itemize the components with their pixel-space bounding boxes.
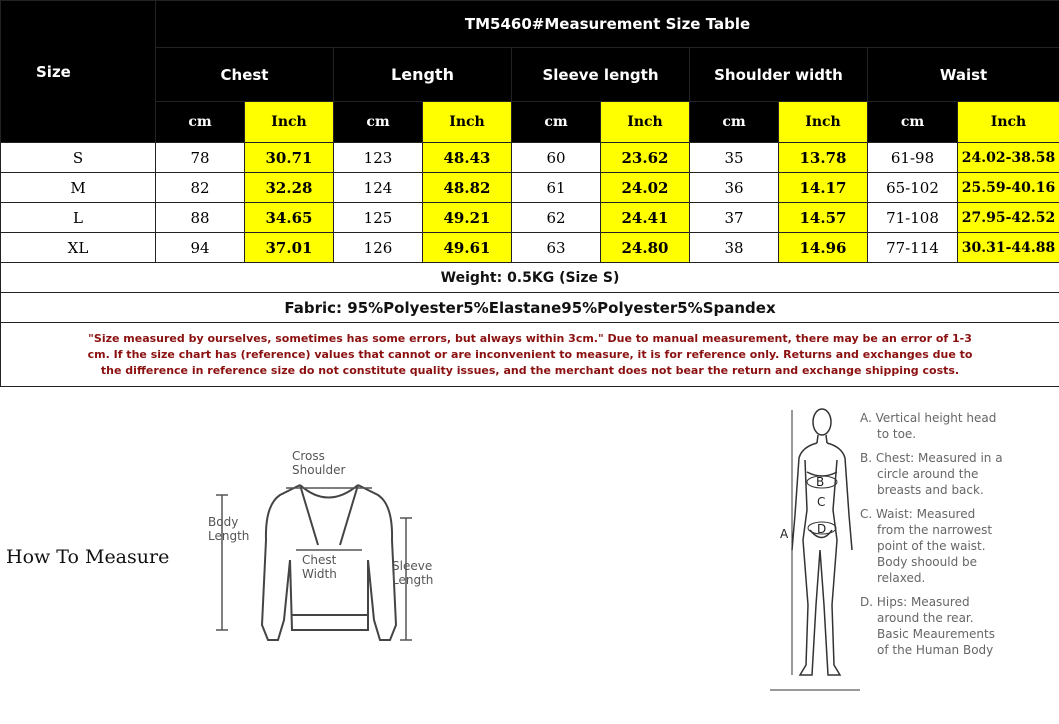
length-cm: 126 bbox=[334, 233, 423, 263]
size-cell: M bbox=[1, 173, 156, 203]
length-inch: 48.43 bbox=[423, 143, 512, 173]
size-header: Size bbox=[1, 1, 156, 143]
group-shoulder-width: Shoulder width bbox=[690, 48, 868, 102]
shoulder-cm: 35 bbox=[690, 143, 779, 173]
chest-inch: 32.28 bbox=[245, 173, 334, 203]
human-figure-icon bbox=[792, 409, 852, 675]
size-cell: XL bbox=[1, 233, 156, 263]
shoulder-inch: 14.96 bbox=[779, 233, 868, 263]
unit-inch: Inch bbox=[958, 102, 1059, 143]
measurement-note: "Size measured by ourselves, sometimes has some errors, but always within 3cm." Due to manual measurement, there may be an error of 1-3 cm. If the size chart has (reference) values that cannot or are inconvenient to measure, it is for reference only. Returns and exchanges due to the difference in reference size do not constitute quality issues, and the merchant does not bear the return and exchange shipping costs. bbox=[1, 323, 1059, 387]
table-row bbox=[1, 143, 1059, 173]
sleeve-length-label-2: Length bbox=[392, 573, 434, 587]
waist-inch: 25.59-40.16 bbox=[958, 173, 1059, 203]
length-cm: 123 bbox=[334, 143, 423, 173]
group-sleeve-length: Sleeve length bbox=[512, 48, 690, 102]
shoulder-inch: 14.17 bbox=[779, 173, 868, 203]
group-chest: Chest bbox=[156, 48, 334, 102]
sleeve-length-label-1: Sleeve bbox=[392, 559, 433, 573]
unit-inch: Inch bbox=[245, 102, 334, 143]
length-inch: 48.82 bbox=[423, 173, 512, 203]
sleeve-inch: 24.80 bbox=[601, 233, 690, 263]
shoulder-inch: 13.78 bbox=[779, 143, 868, 173]
waist-inch: 24.02-38.58 bbox=[958, 143, 1059, 173]
unit-cm: cm bbox=[868, 102, 958, 143]
table-row bbox=[1, 173, 1059, 203]
measure-steps bbox=[860, 410, 1035, 666]
shoulder-cm: 38 bbox=[690, 233, 779, 263]
chest-cm: 82 bbox=[156, 173, 245, 203]
unit-cm: cm bbox=[512, 102, 601, 143]
table-row bbox=[1, 233, 1059, 263]
fabric-info: Fabric: 95%Polyester5%Elastane95%Polyester5%Spandex bbox=[1, 293, 1059, 323]
shoulder-cm: 37 bbox=[690, 203, 779, 233]
group-waist: Waist bbox=[868, 48, 1059, 102]
sleeve-inch: 24.41 bbox=[601, 203, 690, 233]
waist-inch: 27.95-42.52 bbox=[958, 203, 1059, 233]
chest-width-label-1: Chest bbox=[302, 553, 337, 567]
chest-inch: 37.01 bbox=[245, 233, 334, 263]
how-to-measure-heading: How To Measure bbox=[6, 546, 170, 568]
sleeve-inch: 23.62 bbox=[601, 143, 690, 173]
chest-cm: 94 bbox=[156, 233, 245, 263]
step-c: C. Waist: Measured from the narrowest point of the waist. Body shoould be relaxed. bbox=[860, 507, 993, 585]
step-a: A. Vertical height head to toe. bbox=[860, 411, 997, 441]
sleeve-cm: 62 bbox=[512, 203, 601, 233]
unit-inch: Inch bbox=[601, 102, 690, 143]
shoulder-cm: 36 bbox=[690, 173, 779, 203]
unit-inch: Inch bbox=[779, 102, 868, 143]
sleeve-cm: 61 bbox=[512, 173, 601, 203]
cross-shoulder-label-2: Shoulder bbox=[292, 463, 346, 477]
shoulder-inch: 14.57 bbox=[779, 203, 868, 233]
length-cm: 125 bbox=[334, 203, 423, 233]
size-cell: L bbox=[1, 203, 156, 233]
length-inch: 49.21 bbox=[423, 203, 512, 233]
step-d: D. Hips: Measured around the rear. Basic Meaurements of the Human Body bbox=[860, 595, 995, 657]
unit-cm: cm bbox=[156, 102, 245, 143]
sleeve-cm: 63 bbox=[512, 233, 601, 263]
cross-shoulder-label-1: Cross bbox=[292, 449, 325, 463]
mark-d: D bbox=[817, 522, 827, 536]
mark-b: B bbox=[816, 475, 825, 489]
length-inch: 49.61 bbox=[423, 233, 512, 263]
waist-cm: 77-114 bbox=[868, 233, 958, 263]
chest-width-label-2: Width bbox=[302, 567, 337, 581]
chest-cm: 88 bbox=[156, 203, 245, 233]
unit-cm: cm bbox=[690, 102, 779, 143]
mark-a: A bbox=[780, 527, 789, 541]
chest-inch: 34.65 bbox=[245, 203, 334, 233]
waist-cm: 71-108 bbox=[868, 203, 958, 233]
unit-cm: cm bbox=[334, 102, 423, 143]
length-cm: 124 bbox=[334, 173, 423, 203]
mark-c: C bbox=[817, 495, 826, 509]
chest-inch: 30.71 bbox=[245, 143, 334, 173]
body-measure-diagram bbox=[770, 400, 860, 695]
size-cell: S bbox=[1, 143, 156, 173]
chest-cm: 78 bbox=[156, 143, 245, 173]
sleeve-inch: 24.02 bbox=[601, 173, 690, 203]
group-length: Length bbox=[334, 48, 512, 102]
waist-cm: 61-98 bbox=[868, 143, 958, 173]
weight-info: Weight: 0.5KG (Size S) bbox=[1, 263, 1059, 293]
sleeve-cm: 60 bbox=[512, 143, 601, 173]
body-length-label-2: Length bbox=[208, 529, 250, 543]
table-row bbox=[1, 203, 1059, 233]
waist-cm: 65-102 bbox=[868, 173, 958, 203]
sweater-measure-diagram bbox=[200, 440, 450, 660]
waist-inch: 30.31-44.88 bbox=[958, 233, 1059, 263]
unit-inch: Inch bbox=[423, 102, 512, 143]
step-b: B. Chest: Measured in a circle around the breasts and back. bbox=[860, 451, 1003, 497]
body-length-label-1: Body bbox=[208, 515, 239, 529]
table-title: TM5460#Measurement Size Table bbox=[156, 1, 1059, 48]
